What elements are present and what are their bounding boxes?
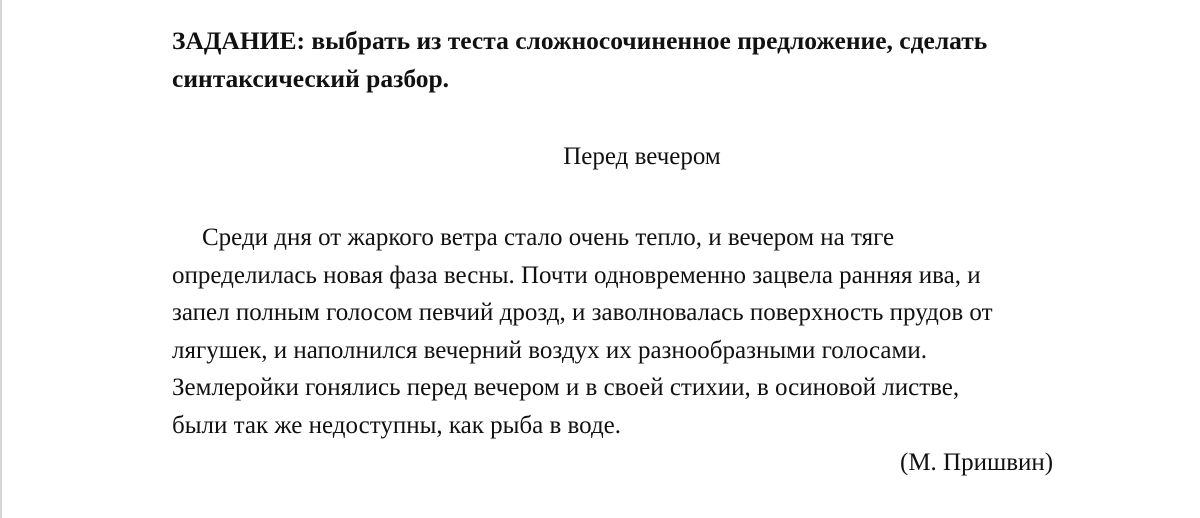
task-heading-line-1: ЗАДАНИЕ: выбрать из теста сложносочиненное предложение, сделать: [172, 26, 988, 55]
author-attribution: (М. Пришвин): [900, 449, 1054, 476]
task-heading: [172, 22, 1112, 98]
story-title: [172, 140, 1112, 174]
paragraph-line-2: определилась новая фаза весны. Почти одновременно зацвела ранняя ива, и: [172, 261, 981, 289]
page-edge: [0, 0, 2, 518]
paragraph-line-1: Среди дня от жаркого ветра стало очень тепло, и вечером на тяге: [202, 224, 895, 251]
paragraph-line-4: лягушек, и наполнился вечерний воздух их разнообразными голосами.: [172, 336, 927, 364]
paragraph-line-5: Землеройки гонялись перед вечером и в своей стихии, в осиновой листве,: [172, 374, 960, 401]
paragraph-line-3: запел полным голосом певчий дрозд, и заволновалась поверхность прудов от: [172, 299, 993, 326]
story-paragraph: [172, 219, 1132, 444]
task-heading-line-2: синтаксический разбор.: [172, 64, 450, 93]
paragraph-line-6: были так же недоступны, как рыба в воде.: [172, 411, 622, 439]
story-title-text: Перед вечером: [563, 143, 721, 170]
